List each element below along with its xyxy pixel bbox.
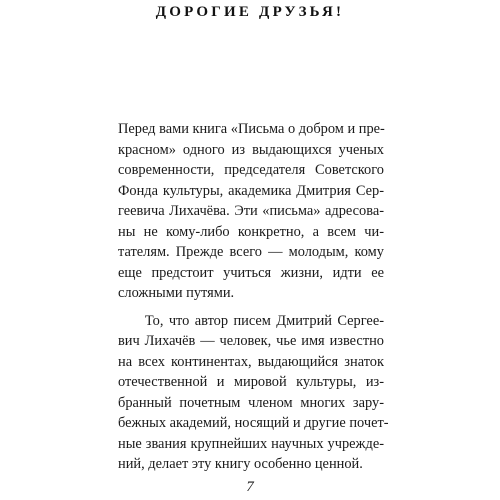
- text-line: ные звания крупнейших научных учрежде-: [118, 435, 384, 452]
- text-line: бежных академий, носящий и другие почет-: [118, 415, 389, 431]
- text-line: тателям. Прежде всего — молодым, кому: [118, 244, 384, 260]
- text-line: Фонда культуры, академика Дмитрия Сер-: [118, 182, 384, 199]
- text-line: бранный почетным членом многих зару-: [118, 394, 384, 411]
- text-line: ний, делает эту книгу особенно ценной.: [118, 456, 363, 472]
- paragraph-1: [118, 119, 384, 304]
- text-line: вич Лихачёв — человек, чье имя известно: [118, 333, 384, 349]
- text-line: на всех континентах, выдающийся знаток: [118, 353, 384, 370]
- text-line: геевича Лихачёва. Эти «письма» адресова-: [118, 203, 384, 219]
- text-line: Перед вами книга «Письма о добром и пре-: [118, 121, 385, 137]
- body-text: [118, 119, 389, 475]
- text-line: отечественной и мировой культуры, из-: [118, 374, 384, 390]
- text-line: То, что автор писем Дмитрий Сергее-: [118, 312, 384, 329]
- text-line: сложными путями.: [118, 285, 235, 301]
- page-number: 7: [246, 479, 254, 495]
- page-heading: ДОРОГИЕ ДРУЗЬЯ!: [155, 4, 345, 20]
- text-line: ны не кому-либо конкретно, а всем чи-: [118, 223, 384, 240]
- paragraph-2: [118, 311, 389, 475]
- text-line: красном» одного из выдающихся ученых: [118, 141, 384, 158]
- text-line: еще предстоит учиться жизни, идти ее: [118, 264, 384, 281]
- text-line: современности, председателя Советского: [118, 162, 384, 178]
